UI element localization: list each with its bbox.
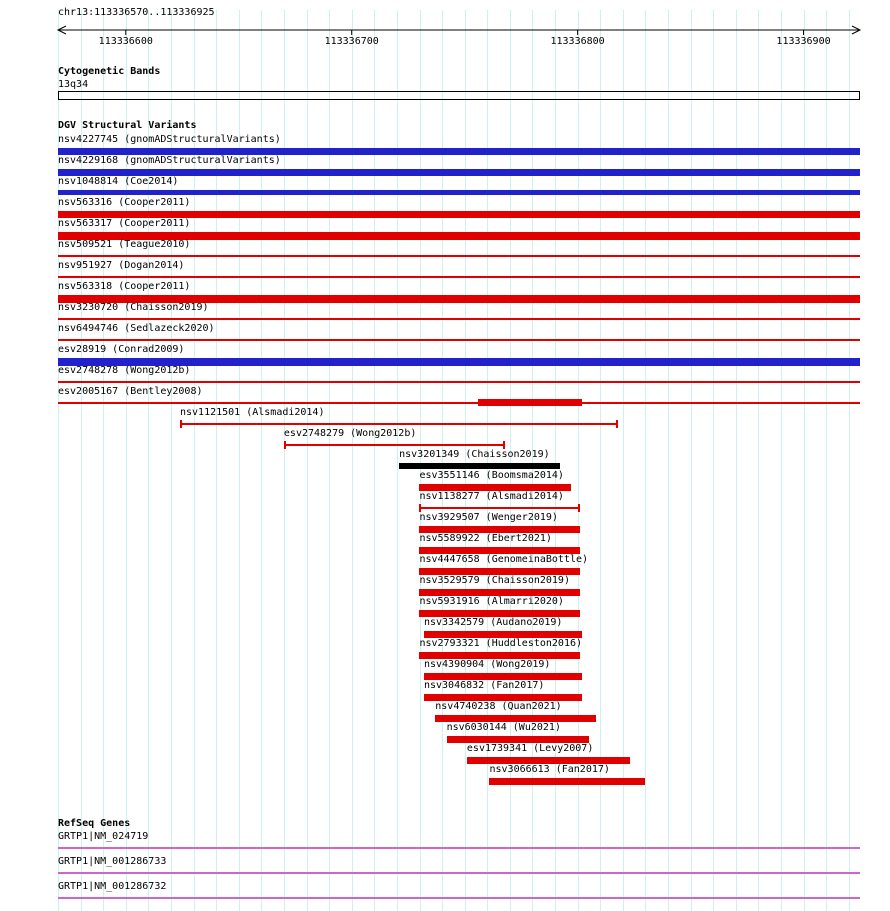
variant-endtick-left: [419, 504, 421, 512]
grid-line: [397, 10, 398, 911]
variant-label[interactable]: esv1739341 (Levy2007): [466, 743, 594, 754]
variant-label[interactable]: nsv563316 (Cooper2011): [58, 197, 191, 208]
gene-line[interactable]: [58, 897, 860, 899]
variant-line[interactable]: [419, 507, 579, 509]
variant-endtick-right: [616, 420, 618, 428]
variant-bar[interactable]: [419, 547, 579, 554]
grid-line: [826, 10, 827, 911]
variant-label[interactable]: nsv509521 (Teague2010): [58, 239, 191, 250]
variant-label[interactable]: nsv3529579 (Chaisson2019): [419, 575, 570, 586]
variant-bar[interactable]: [424, 673, 582, 680]
track-title-cytobands: Cytogenetic Bands: [58, 66, 161, 77]
variant-label[interactable]: nsv3342579 (Audano2019): [423, 617, 563, 628]
track-title-refseq: RefSeq Genes: [58, 818, 131, 829]
variant-label[interactable]: nsv4229168 (gnomADStructuralVariants): [58, 155, 281, 166]
variant-endtick-left: [180, 420, 182, 428]
variant-bar[interactable]: [58, 190, 860, 195]
variant-label[interactable]: nsv3929507 (Wenger2019): [419, 512, 558, 523]
variant-label[interactable]: nsv3230720 (Chaisson2019): [58, 302, 209, 313]
variant-bar[interactable]: [424, 694, 582, 701]
gene-label[interactable]: GRTP1|NM_001286732: [58, 881, 167, 892]
variant-endtick-right: [578, 504, 580, 512]
grid-line: [736, 10, 737, 911]
variant-label[interactable]: nsv563318 (Cooper2011): [58, 281, 191, 292]
variant-bar[interactable]: [419, 484, 570, 491]
variant-label[interactable]: nsv5589922 (Ebert2021): [419, 533, 552, 544]
variant-label[interactable]: esv2748279 (Wong2012b): [283, 428, 417, 439]
variant-label[interactable]: esv2005167 (Bentley2008): [58, 386, 203, 397]
variant-label[interactable]: nsv1121501 (Alsmadi2014): [179, 407, 325, 418]
variant-line[interactable]: [58, 318, 860, 320]
variant-bar[interactable]: [467, 757, 630, 764]
variant-bar[interactable]: [419, 610, 579, 617]
gene-line[interactable]: [58, 847, 860, 849]
variant-label[interactable]: nsv3046832 (Fan2017): [423, 680, 545, 691]
grid-line: [645, 10, 646, 911]
variant-label[interactable]: esv2748278 (Wong2012b): [58, 365, 191, 376]
variant-label[interactable]: esv3551146 (Boomsma2014): [419, 470, 564, 481]
variant-bar[interactable]: [447, 736, 589, 743]
variant-label[interactable]: nsv3201349 (Chaisson2019): [399, 449, 550, 460]
variant-label[interactable]: nsv5931916 (Almarri2020): [419, 596, 564, 607]
grid-line: [307, 10, 308, 911]
grid-line: [713, 10, 714, 911]
variant-bar[interactable]: [58, 169, 860, 176]
variant-label[interactable]: nsv6030144 (Wu2021): [446, 722, 561, 733]
variant-label[interactable]: nsv1138277 (Alsmadi2014): [419, 491, 564, 502]
grid-line: [623, 10, 624, 911]
grid-line: [374, 10, 375, 911]
variant-line[interactable]: [284, 444, 505, 446]
variant-label[interactable]: esv28919 (Conrad2009): [58, 344, 185, 355]
axis-tick-label: 113336900: [776, 36, 831, 47]
variant-line[interactable]: [58, 276, 860, 278]
grid-line: [758, 10, 759, 911]
variant-label[interactable]: nsv2793321 (Huddleston2016): [419, 638, 583, 649]
variant-label[interactable]: nsv4447658 (GenomeinaBottle): [419, 554, 589, 565]
grid-line: [284, 10, 285, 911]
axis-tick-label: 113336800: [550, 36, 605, 47]
variant-bar[interactable]: [419, 589, 579, 596]
variant-bar[interactable]: [399, 463, 559, 469]
grid-line: [691, 10, 692, 911]
gene-line[interactable]: [58, 872, 860, 874]
variant-line[interactable]: [180, 423, 618, 425]
cytoband-box[interactable]: [58, 91, 860, 100]
grid-line: [329, 10, 330, 911]
variant-bar[interactable]: [419, 568, 579, 575]
variant-label[interactable]: nsv3066613 (Fan2017): [489, 764, 610, 775]
gene-label[interactable]: GRTP1|NM_024719: [58, 831, 149, 842]
variant-line[interactable]: [58, 381, 860, 383]
grid-line: [668, 10, 669, 911]
variant-endtick-left: [284, 441, 286, 449]
variant-bar[interactable]: [435, 715, 595, 722]
variant-bar[interactable]: [419, 652, 579, 659]
variant-line[interactable]: [58, 339, 860, 341]
variant-bar[interactable]: [419, 526, 579, 533]
variant-bar[interactable]: [489, 778, 645, 785]
variant-bar[interactable]: [58, 211, 860, 218]
variant-line[interactable]: [58, 255, 860, 257]
grid-line: [849, 10, 850, 911]
variant-label[interactable]: nsv1048814 (Coe2014): [58, 176, 179, 187]
variant-bar[interactable]: [58, 148, 860, 155]
variant-bar[interactable]: [424, 631, 582, 638]
variant-label[interactable]: nsv4390904 (Wong2019): [423, 659, 551, 670]
track-title-dgv: DGV Structural Variants: [58, 120, 197, 131]
region-title: chr13:113336570..113336925: [58, 7, 215, 18]
variant-label[interactable]: nsv563317 (Cooper2011): [58, 218, 191, 229]
variant-inner-box[interactable]: [478, 399, 582, 406]
grid-line: [804, 10, 805, 911]
grid-line: [781, 10, 782, 911]
variant-label[interactable]: nsv4227745 (gnomADStructuralVariants): [58, 134, 281, 145]
variant-label[interactable]: nsv4740238 (Quan2021): [435, 701, 562, 712]
cytoband-label: 13q34: [58, 79, 89, 90]
variant-line[interactable]: [58, 402, 860, 404]
axis-tick-label: 113336600: [98, 36, 153, 47]
variant-label[interactable]: nsv6494746 (Sedlazeck2020): [58, 323, 215, 334]
grid-line: [352, 10, 353, 911]
variant-label[interactable]: nsv951927 (Dogan2014): [58, 260, 185, 271]
gene-label[interactable]: GRTP1|NM_001286733: [58, 856, 167, 867]
variant-endtick-right: [503, 441, 505, 449]
axis-tick-label: 113336700: [324, 36, 379, 47]
